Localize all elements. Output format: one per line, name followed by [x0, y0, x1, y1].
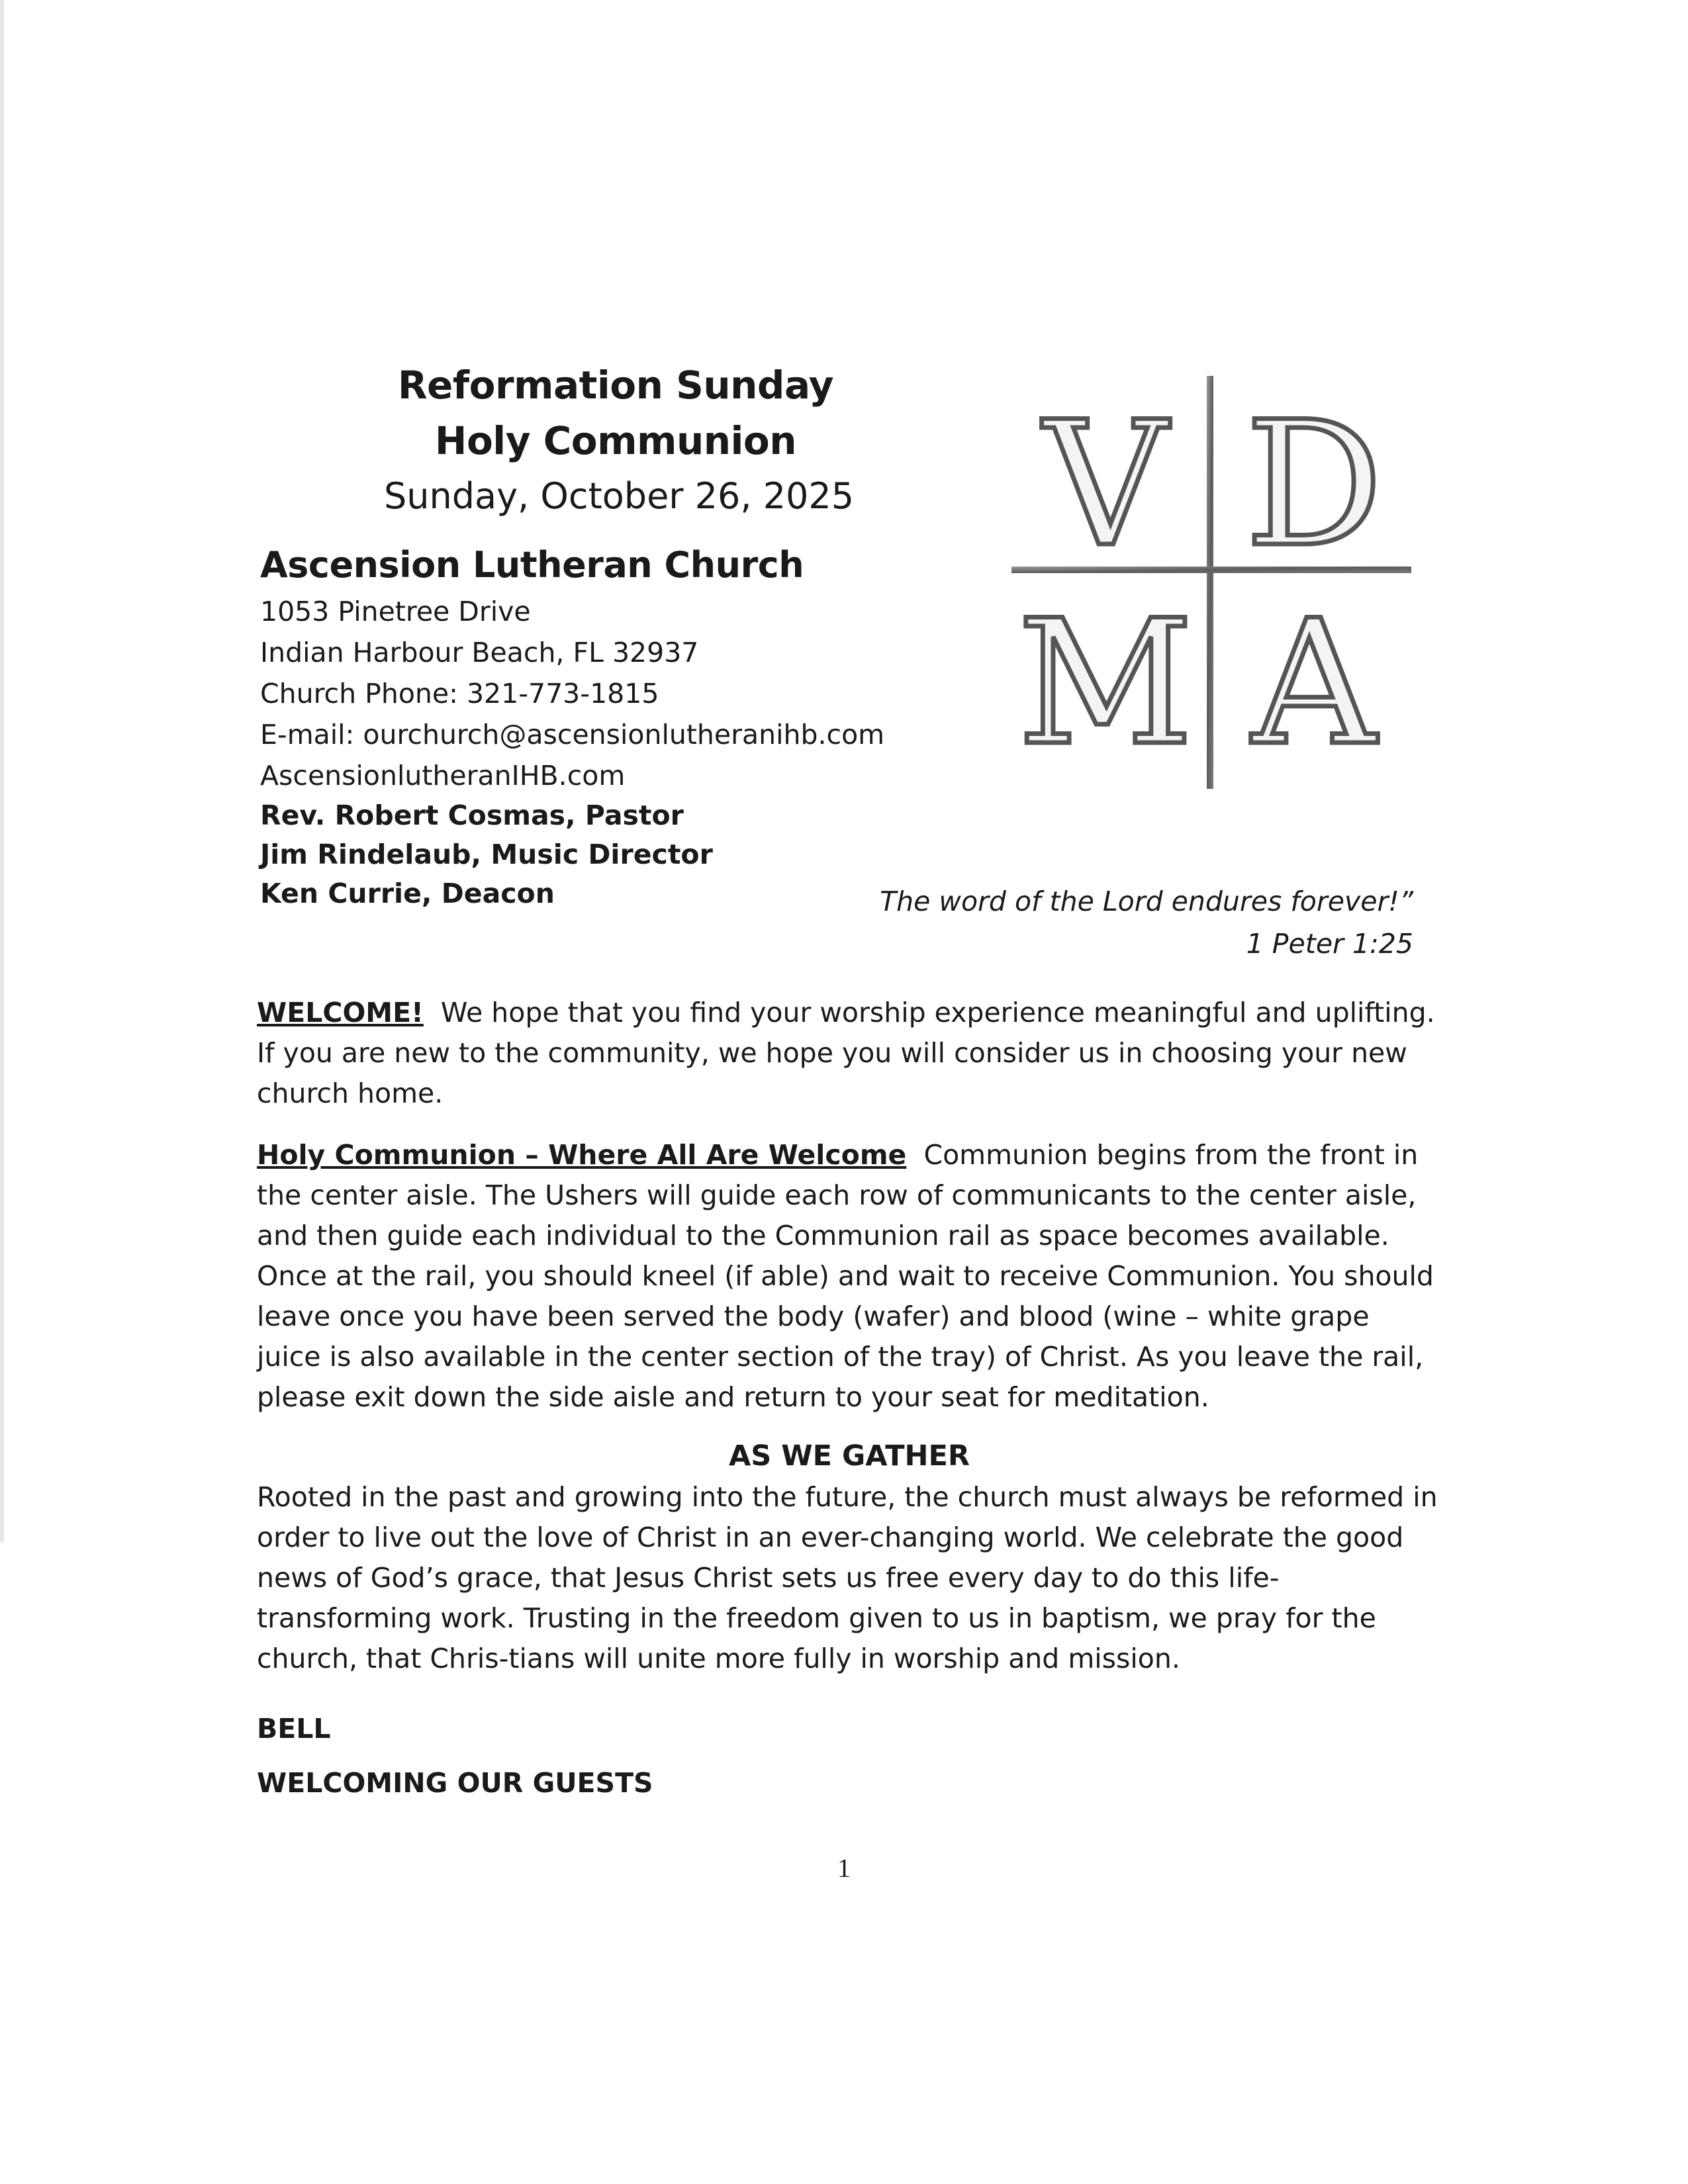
scan-edge	[0, 0, 4, 1542]
gather-heading: AS WE GATHER	[728, 1439, 970, 1473]
logo-letter-a: A	[1252, 584, 1376, 784]
church-address-street: 1053 Pinetree Drive	[260, 596, 531, 627]
cross-vertical-bar	[1207, 376, 1213, 789]
service-title: Reformation Sunday	[397, 363, 834, 408]
church-email: E-mail: ourchurch@ascensionlutheranihb.com	[260, 719, 885, 751]
church-info	[260, 539, 922, 913]
vdma-cross-icon	[1006, 371, 1417, 794]
scripture-quote	[880, 880, 1413, 965]
bulletin-header	[384, 357, 855, 524]
quote-citation: 1 Peter 1:25	[1246, 928, 1413, 960]
section-welcoming-guests: WELCOMING OUR GUESTS	[257, 1767, 653, 1799]
logo-letter-d: D	[1244, 385, 1383, 585]
welcome-paragraph	[257, 993, 1442, 1114]
logo-letter-m: M	[1017, 584, 1194, 784]
communion-text: Communion begins from the front in the center aisle. The Ushers will guide each row of communicants to the center aisle, and then guide each individual to the Communion rail as space becomes available. Once at the rail, you should kneel (if able) and wait to receive Communion. You should leave once you have been served the body (wafer) and blood (wine – white grape juice is also available in the center section of the tray) of Christ. As you leave the rail, please exit down the side aisle and return to your seat for meditation.	[257, 1139, 1434, 1413]
welcome-text: We hope that you find your worship experience meaningful and uplifting. If you are new to the community, we hope you will consider us in choosing your new church home.	[257, 997, 1435, 1109]
church-name: Ascension Lutheran Church	[260, 544, 804, 586]
church-address-city: Indian Harbour Beach, FL 32937	[260, 637, 699, 668]
communion-paragraph	[257, 1135, 1442, 1418]
church-phone: Church Phone: 321-773-1815	[260, 678, 659, 709]
section-bell: BELL	[257, 1713, 331, 1745]
quote-text: The word of the Lord endures forever!”	[880, 886, 1413, 917]
page-number: 1	[837, 1853, 851, 1883]
communion-lead: Holy Communion – Where All Are Welcome	[257, 1139, 907, 1171]
gather-paragraph: Rooted in the past and growing into the future, the church must always be reformed in order to live out the love of Christ in an ever-changing world. We celebrate the good news of God’s grace, that Jesus Christ sets us free every day to do this life-transforming work. Trusting in the freedom given to us in baptism, we pray for the church, that Chris-tians will unite more fully in worship and mission.	[257, 1481, 1438, 1674]
service-date: Sunday, October 26, 2025	[384, 475, 855, 517]
church-website: AscensionlutheranIHB.com	[260, 760, 626, 792]
welcome-lead: WELCOME!	[257, 997, 424, 1028]
staff-deacon: Ken Currie, Deacon	[260, 878, 555, 909]
staff-music-director: Jim Rindelaub, Music Director	[260, 839, 713, 870]
service-subtitle: Holy Communion	[434, 418, 797, 463]
staff-pastor: Rev. Robert Cosmas, Pastor	[260, 799, 684, 831]
logo-letter-v: V	[1043, 385, 1168, 585]
